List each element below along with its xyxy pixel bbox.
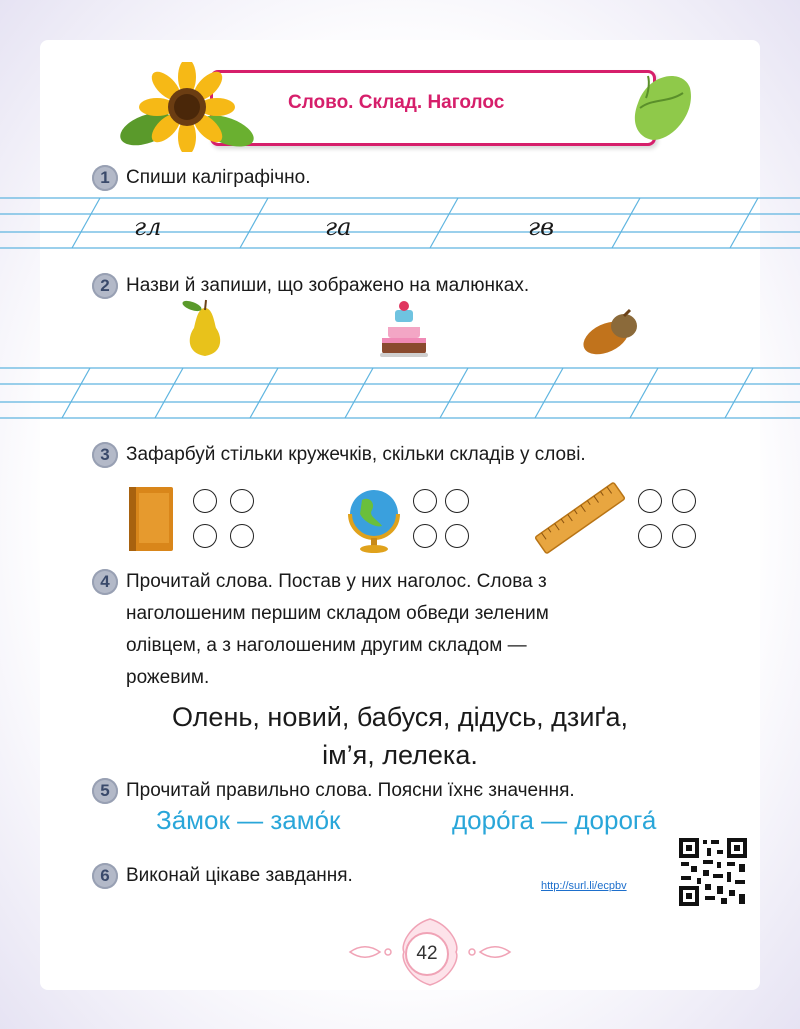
task-6-number: 6: [92, 863, 118, 889]
stress-words-line-1: Олень, новий, бабуся, дідусь, дзиґа,: [171, 702, 629, 732]
task-2-number: 2: [92, 273, 118, 299]
word-pair-doroga: доро́га — дорога́: [452, 805, 657, 835]
task-4-number: 4: [92, 569, 118, 595]
syllable-circle[interactable]: [672, 489, 696, 513]
task-2-text: Назви й запиши, що зображено на малюнках.: [126, 275, 530, 296]
task-5-text: Прочитай правильно слова. Поясни їхнє значення.: [126, 780, 575, 801]
stress-words-line-2: ім’я, лелека.: [322, 740, 478, 770]
task-1-number: 1: [92, 165, 118, 191]
copybook-lines-2: [0, 360, 800, 430]
globe-icon: [338, 482, 408, 556]
leaf-icon: [628, 68, 698, 148]
task-4-text-line-4: рожевим.: [126, 667, 210, 688]
copy-sample-3: гв: [528, 213, 555, 241]
page-number: 42: [405, 932, 449, 976]
syllable-circle[interactable]: [672, 524, 696, 548]
word-pair-zamok: За́мок — замо́к: [156, 805, 341, 835]
syllable-circle[interactable]: [445, 524, 469, 548]
copybook-lines-1: [0, 190, 800, 260]
copy-sample-2: га: [325, 213, 352, 241]
syllable-circle[interactable]: [445, 489, 469, 513]
qr-code-icon[interactable]: [677, 836, 749, 908]
syllable-circle[interactable]: [230, 489, 254, 513]
sunflower-icon: [115, 62, 265, 152]
task-4-text-line-2: наголошеним першим складом обведи зеленим: [126, 603, 549, 624]
task-4-text-line-1: Прочитай слова. Постав у них наголос. Слова з: [126, 571, 547, 592]
task-4-text-line-3: олівцем, а з наголошеним другим складом —: [126, 635, 527, 656]
task-6-text: Виконай цікаве завдання.: [126, 865, 353, 886]
copy-sample-1: гл: [134, 213, 162, 241]
book-icon: [125, 485, 177, 553]
syllable-circle[interactable]: [193, 489, 217, 513]
task-3-text: Зафарбуй стільки кружечків, скільки складів у слові.: [126, 444, 586, 465]
page-title: Слово. Склад. Наголос: [288, 92, 505, 113]
task-link[interactable]: http://surl.li/ecpbv: [541, 880, 627, 892]
acorn-icon: [578, 308, 642, 358]
task-3-number: 3: [92, 442, 118, 468]
task-5-number: 5: [92, 778, 118, 804]
syllable-circle[interactable]: [638, 489, 662, 513]
syllable-circle[interactable]: [413, 489, 437, 513]
syllable-circle[interactable]: [193, 524, 217, 548]
syllable-circle[interactable]: [638, 524, 662, 548]
cake-icon: [376, 298, 432, 360]
syllable-circle[interactable]: [413, 524, 437, 548]
ruler-icon: [530, 478, 630, 558]
pear-icon: [180, 298, 230, 360]
syllable-circle[interactable]: [230, 524, 254, 548]
task-1-text: Спиши каліграфічно.: [126, 167, 311, 188]
